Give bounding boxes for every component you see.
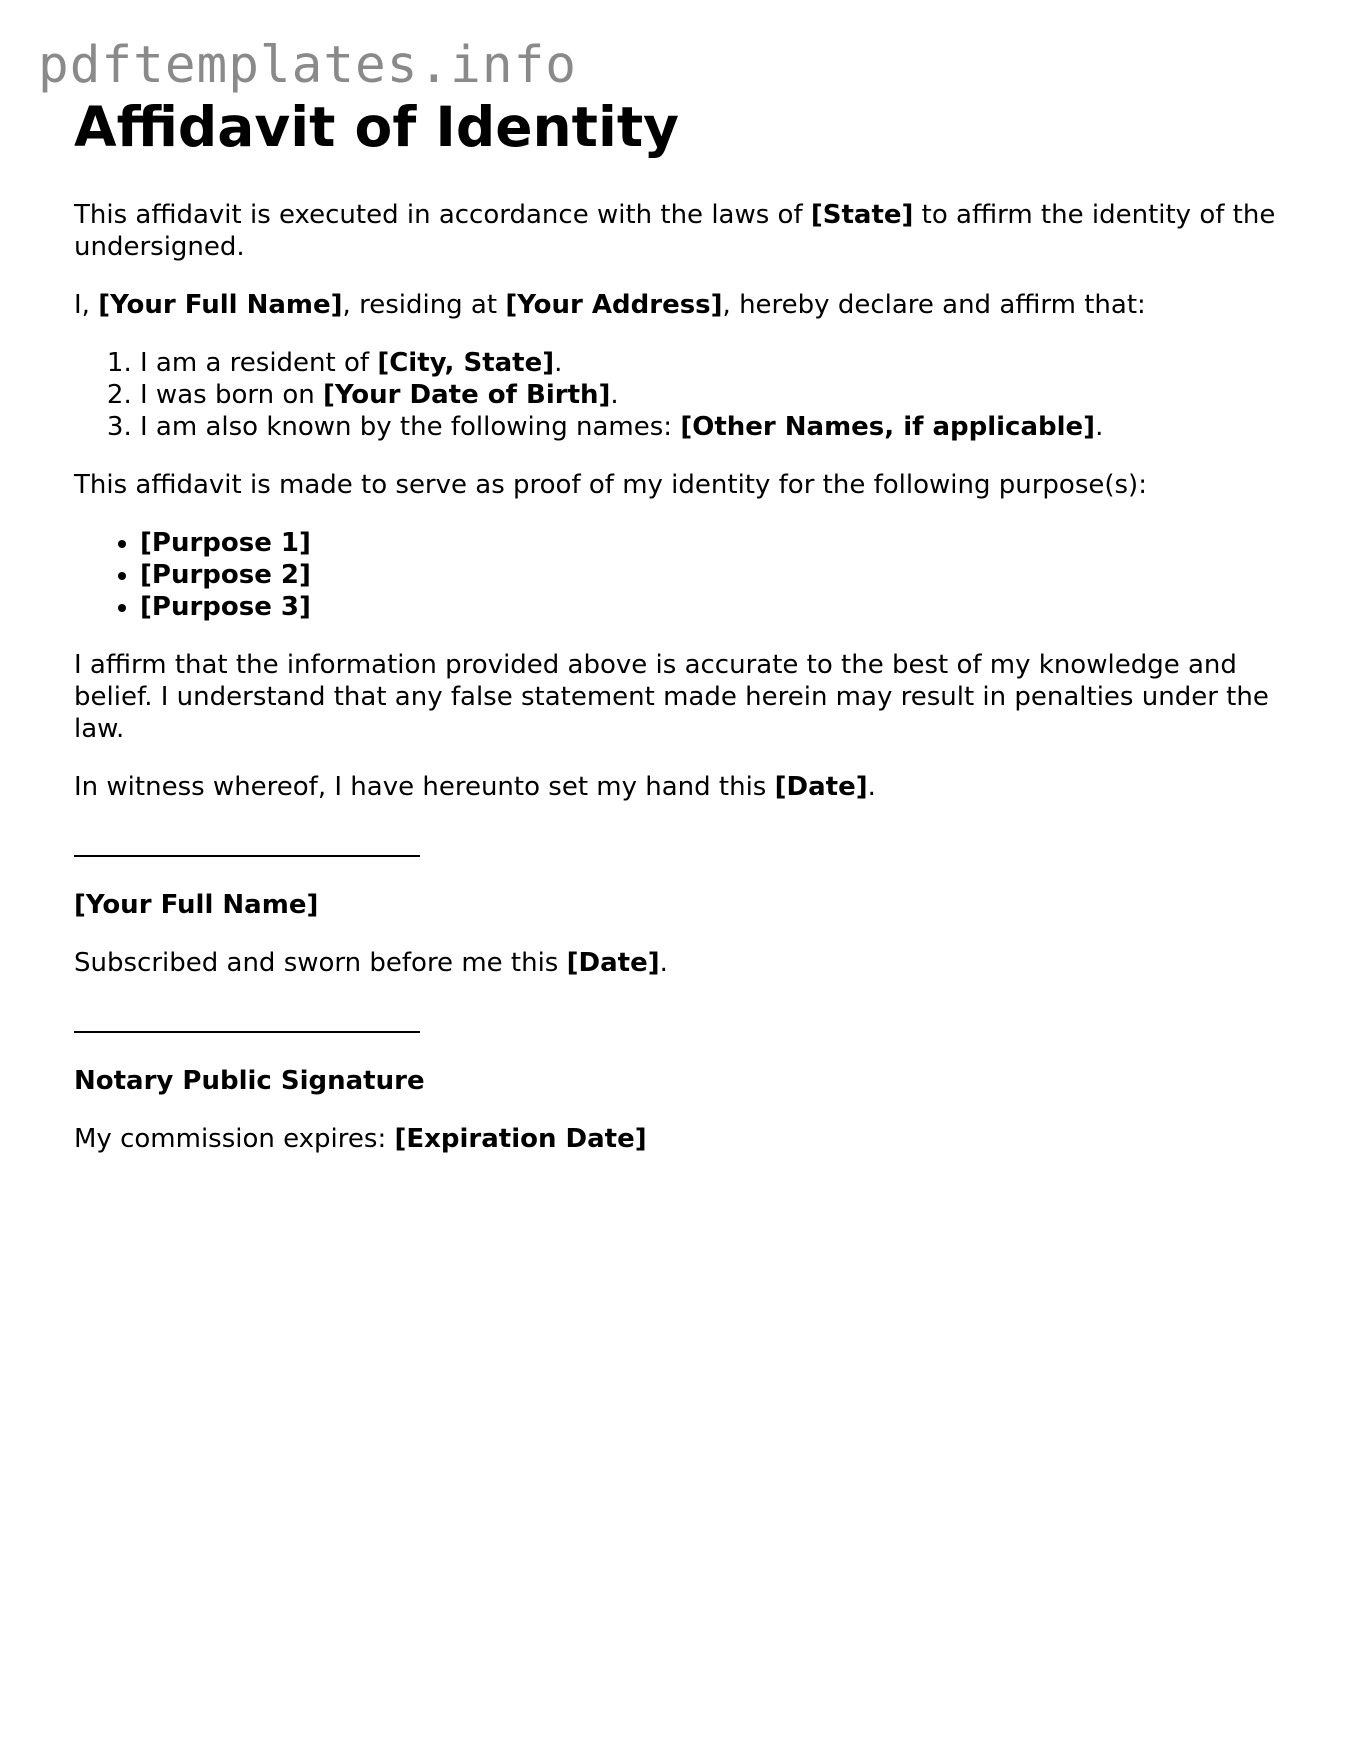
birth-date-field: [Your Date of Birth] <box>322 380 611 410</box>
full-name-field: [Your Full Name] <box>98 290 343 320</box>
witness-date-field: [Date] <box>774 772 868 802</box>
commission-text: My commission expires: <box>74 1124 395 1154</box>
declaration-suffix: , hereby declare and affirm that: <box>722 290 1146 320</box>
commission-paragraph <box>74 1123 1294 1155</box>
signer-name <box>74 889 1294 921</box>
witness-text: In witness whereof, I have hereunto set my hand this <box>74 772 775 802</box>
state-field: [State] <box>810 200 914 230</box>
city-state-field: [City, State] <box>377 348 555 378</box>
declaration-middle: , residing at <box>342 290 506 320</box>
fact-item <box>140 411 1294 443</box>
sworn-paragraph <box>74 947 1294 979</box>
purpose-field: [Purpose 2] <box>140 560 311 590</box>
fact-end: . <box>1095 412 1104 442</box>
intro-text-before: This affidavit is executed in accordance with the laws of <box>74 200 811 230</box>
sworn-text: Subscribed and sworn before me this <box>74 948 567 978</box>
witness-end: . <box>867 772 876 802</box>
intro-text-after: to affirm the identity of the undersigned. <box>74 200 1276 262</box>
purposes-list <box>74 527 1294 623</box>
other-names-field: [Other Names, if applicable] <box>680 412 1096 442</box>
signer-signature-line <box>74 829 420 857</box>
purpose-field: [Purpose 1] <box>140 528 311 558</box>
intro-paragraph <box>74 199 1294 263</box>
fact-end: . <box>610 380 619 410</box>
signer-name-field: [Your Full Name] <box>74 890 319 920</box>
fact-end: . <box>554 348 563 378</box>
watermark-text: pdftemplates.info <box>38 36 577 95</box>
affirmation-paragraph: I affirm that the information provided above is accurate to the best of my knowledge and belief. I understand that any false statement made herein may result in penalties under the law. <box>74 650 1269 744</box>
fact-item <box>140 379 1294 411</box>
purpose-item <box>140 527 1294 559</box>
fact-text: I was born on <box>140 380 323 410</box>
document-page <box>74 95 1294 1181</box>
notary-signature-line <box>74 1005 420 1033</box>
witness-paragraph <box>74 771 1294 803</box>
document-title: Affidavit of Identity <box>74 95 679 159</box>
address-field: [Your Address] <box>505 290 723 320</box>
purpose-item <box>140 591 1294 623</box>
purpose-intro: This affidavit is made to serve as proof of my identity for the following purpose(s): <box>74 470 1147 500</box>
sworn-end: . <box>659 948 668 978</box>
fact-text: I am a resident of <box>140 348 378 378</box>
sworn-date-field: [Date] <box>566 948 660 978</box>
purpose-item <box>140 559 1294 591</box>
declaration-prefix: I, <box>74 290 99 320</box>
facts-list <box>74 347 1294 443</box>
fact-item <box>140 347 1294 379</box>
fact-text: I am also known by the following names: <box>140 412 681 442</box>
notary-label-text: Notary Public Signature <box>74 1066 425 1096</box>
expiration-date-field: [Expiration Date] <box>394 1124 647 1154</box>
declaration-paragraph <box>74 289 1294 321</box>
notary-label <box>74 1065 1294 1097</box>
purpose-field: [Purpose 3] <box>140 592 311 622</box>
